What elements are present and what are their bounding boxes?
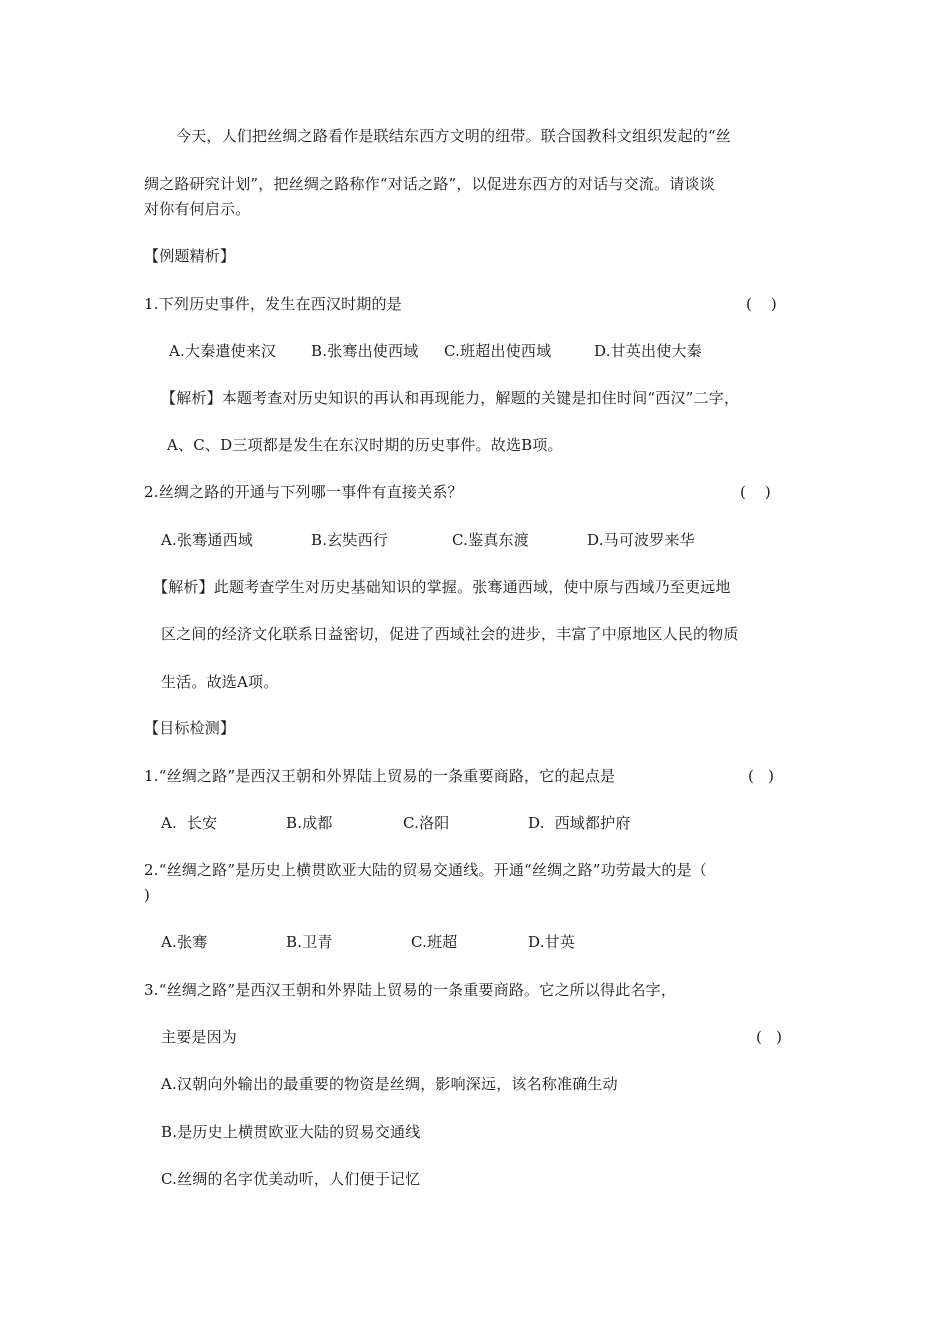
target-q1-stem: 1.“丝绸之路”是西汉王朝和外界陆上贸易的一条重要商路，它的起点是: [144, 767, 616, 785]
target-q3-option-a: A.汉朝向外输出的最重要的物资是丝绸，影响深远，该名称准确生动: [161, 1075, 618, 1093]
target-q1-answer-paren: ( ): [748, 767, 775, 785]
example-q1-option-d: D.甘英出使大秦: [594, 342, 702, 360]
target-q1-option-b: B.成都: [286, 814, 333, 832]
example-q2-analysis-line-2: 区之间的经济文化联系日益密切，促进了西域社会的进步，丰富了中原地区人民的物质: [161, 625, 739, 643]
example-q2-option-d: D.马可波罗来华: [587, 531, 695, 549]
example-q2-answer-paren: ( ): [740, 483, 771, 501]
intro-line-2: 绸之路研究计划”，把丝绸之路称作“对话之路”，以促进东西方的对话与交流。请谈谈: [144, 175, 715, 193]
target-q2-stem-continuation: ): [144, 886, 151, 904]
example-q1-analysis-line-2: A、C、D三项都是发生在东汉时期的历史事件。故选B项。: [167, 436, 563, 454]
target-q2-option-b: B.卫青: [286, 933, 333, 951]
target-q3-stem-line-1: 3.“丝绸之路”是西汉王朝和外界陆上贸易的一条重要商路。它之所以得此名字，: [144, 981, 677, 999]
example-q1-answer-paren: ( ): [746, 295, 777, 313]
target-q3-answer-paren: ( ): [756, 1028, 783, 1046]
target-q3-stem-line-2: 主要是因为: [161, 1028, 238, 1046]
target-q1-option-d: D. 西域都护府: [528, 814, 631, 832]
target-heading: 【目标检测】: [144, 719, 236, 737]
target-q1-option-c: C.洛阳: [403, 814, 450, 832]
target-q2-stem: 2.“丝绸之路”是历史上横贯欧亚大陆的贸易交通线。开通“丝绸之路”功劳最大的是（: [144, 861, 707, 879]
example-heading: 【例题精析】: [144, 247, 236, 265]
example-q2-analysis-line-1: 【解析】此题考查学生对历史基础知识的掌握。张骞通西域，使中原与西域乃至更远地: [153, 578, 731, 596]
example-q2-option-c: C.鉴真东渡: [452, 531, 529, 549]
target-q1-option-a: A. 长安: [161, 814, 218, 832]
example-q1-option-b: B.张骞出使西域: [311, 342, 419, 360]
example-q2-analysis-line-3: 生活。故选A项。: [161, 673, 279, 691]
target-q2-option-c: C.班超: [411, 933, 458, 951]
example-q2-stem: 2.丝绸之路的开通与下列哪一事件有直接关系？: [144, 483, 463, 501]
target-q3-option-b: B.是历史上横贯欧亚大陆的贸易交通线: [161, 1123, 421, 1141]
example-q1-option-c: C.班超出使西域: [444, 342, 552, 360]
target-q2-option-d: D.甘英: [528, 933, 576, 951]
example-q1-stem: 1.下列历史事件，发生在西汉时期的是: [144, 295, 402, 313]
example-q2-option-b: B.玄奘西行: [311, 531, 388, 549]
example-q1-option-a: A.大秦遣使来汉: [169, 342, 277, 360]
target-q3-option-c: C.丝绸的名字优美动听，人们便于记忆: [161, 1170, 421, 1188]
example-q2-option-a: A.张骞通西域: [161, 531, 254, 549]
intro-line-3: 对你有何启示。: [144, 200, 251, 218]
target-q2-option-a: A.张骞: [161, 933, 208, 951]
example-q1-analysis-line-1: 【解析】本题考查对历史知识的再认和再现能力，解题的关键是扣住时间“西汉”二字，: [161, 389, 740, 407]
intro-line-1: 今天，人们把丝绸之路看作是联结东西方文明的纽带。联合国教科文组织发起的“丝: [176, 127, 732, 145]
